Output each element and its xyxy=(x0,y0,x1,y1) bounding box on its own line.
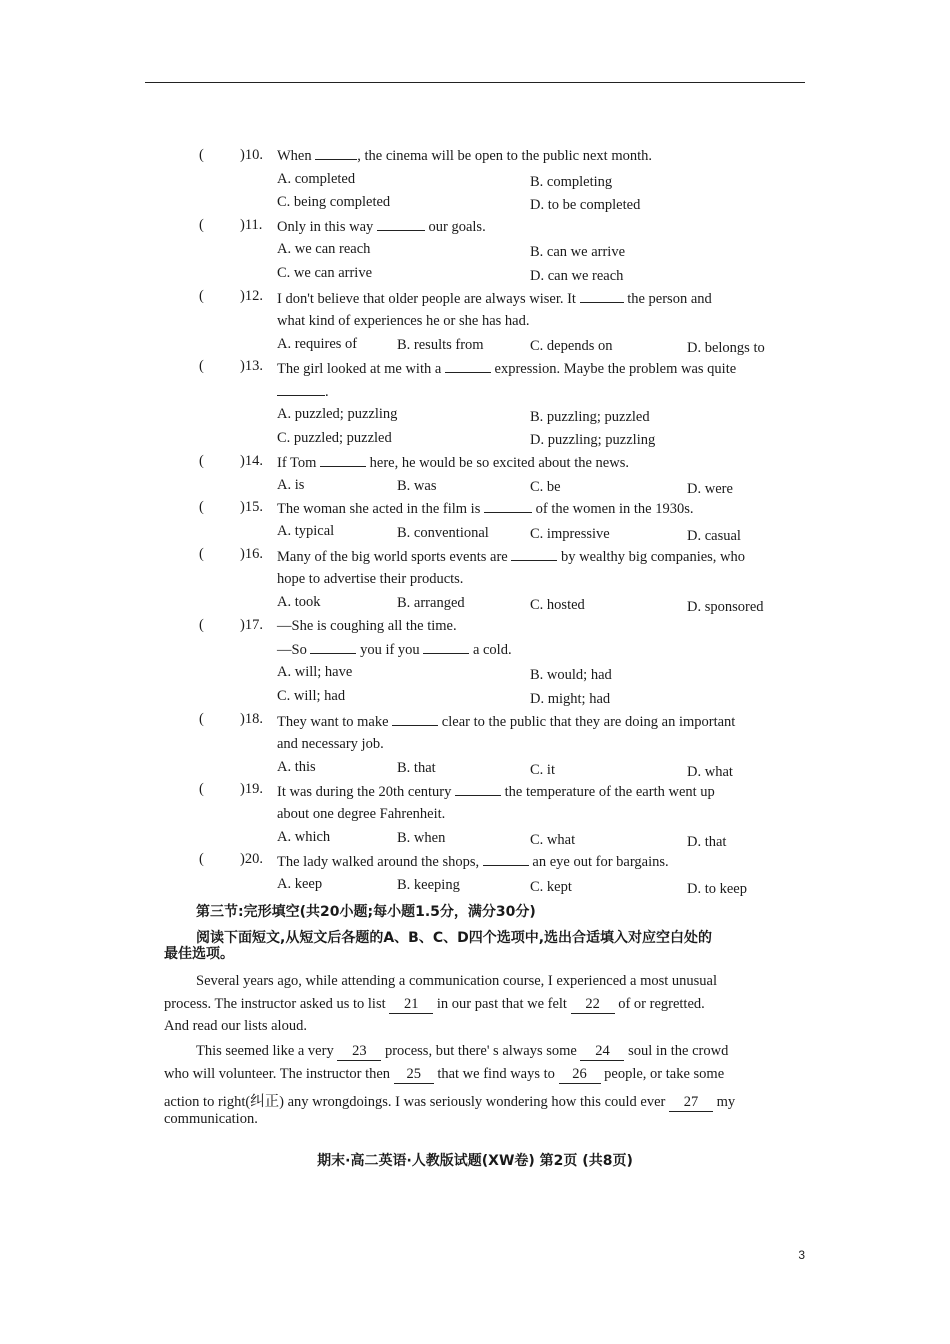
question-number: )14. xyxy=(240,453,263,469)
option-b: B. when xyxy=(397,830,446,846)
question-text-line2: hope to advertise their products. xyxy=(277,571,464,587)
blank-22[interactable]: 22 xyxy=(571,996,615,1014)
question-number: )15. xyxy=(240,499,263,515)
option-a: A. requires of xyxy=(277,336,358,352)
option-b: B. conventional xyxy=(397,525,489,541)
answer-paren[interactable]: ( xyxy=(199,781,204,797)
option-c: C. impressive xyxy=(530,526,610,542)
option-c: C. being completed xyxy=(277,194,391,210)
question-text: They want to make clear to the public that they are doing an important xyxy=(277,714,736,730)
answer-paren[interactable]: ( xyxy=(199,358,204,374)
blank-21[interactable]: 21 xyxy=(389,996,433,1014)
passage-line: process. The instructor asked us to list 21 in our past that we felt 22 of or regretted. xyxy=(164,996,705,1012)
question-number: )20. xyxy=(240,851,263,867)
question-text: It was during the 20th century the temperature of the earth went up xyxy=(277,784,715,800)
blank-24[interactable]: 24 xyxy=(580,1043,624,1061)
option-d: D. sponsored xyxy=(687,599,764,615)
question-text-line2: . xyxy=(277,383,329,401)
option-c: C. what xyxy=(530,832,576,848)
question-text: When , the cinema will be open to the public next month. xyxy=(277,148,653,164)
option-c: C. kept xyxy=(530,879,572,895)
blank-23[interactable]: 23 xyxy=(337,1043,381,1061)
answer-paren[interactable]: ( xyxy=(199,288,204,304)
passage-line: who will volunteer. The instructor then 25 that we find ways to 26 people, or take some xyxy=(164,1066,725,1082)
option-b: B. keeping xyxy=(397,877,460,893)
section-instruction-line2: 最佳选项。 xyxy=(164,946,234,962)
page-footer: 期末·高二英语·人教版试题(XW卷) 第2页 (共8页) xyxy=(317,1153,633,1169)
option-d: D. that xyxy=(687,834,727,850)
answer-paren[interactable]: ( xyxy=(199,147,204,163)
option-c: C. puzzled; puzzled xyxy=(277,430,392,446)
option-d: D. might; had xyxy=(530,691,611,707)
option-b: B. completing xyxy=(530,174,613,190)
question-text: —She is coughing all the time. xyxy=(277,618,457,634)
option-c: C. hosted xyxy=(530,597,585,613)
question-number: )12. xyxy=(240,288,263,304)
question-text: The girl looked at me with a expression. Maybe the problem was quite xyxy=(277,361,737,377)
section-instruction: 阅读下面短文,从短文后各题的A、B、C、D四个选项中,选出合适填入对应空白处的 xyxy=(196,930,713,946)
question-number: )19. xyxy=(240,781,263,797)
question-number: )11. xyxy=(240,217,263,233)
answer-paren[interactable]: ( xyxy=(199,711,204,727)
option-a: A. this xyxy=(277,759,316,775)
answer-paren[interactable]: ( xyxy=(199,499,204,515)
option-a: A. is xyxy=(277,477,305,493)
blank-26[interactable]: 26 xyxy=(559,1066,601,1084)
option-a: A. keep xyxy=(277,876,323,892)
answer-paren[interactable]: ( xyxy=(199,617,204,633)
question-text-line2: and necessary job. xyxy=(277,736,384,752)
question-text-line2: what kind of experiences he or she has had. xyxy=(277,313,530,329)
answer-paren[interactable]: ( xyxy=(199,217,204,233)
question-text-line2: —So you if you a cold. xyxy=(277,642,512,658)
option-b: B. arranged xyxy=(397,595,465,611)
page-number: 3 xyxy=(798,1248,805,1262)
option-c: C. depends on xyxy=(530,338,613,354)
blank-27[interactable]: 27 xyxy=(669,1094,713,1112)
question-text: If Tom here, he would be so excited about the news. xyxy=(277,455,629,471)
passage-line: communication. xyxy=(164,1111,258,1127)
answer-paren[interactable]: ( xyxy=(199,453,204,469)
option-a: A. which xyxy=(277,829,331,845)
section-heading: 第三节:完形填空(共20小题;每小题1.5分，满分30分) xyxy=(196,904,536,920)
option-a: A. will; have xyxy=(277,664,353,680)
option-c: C. it xyxy=(530,762,555,778)
question-text: The lady walked around the shops, an eye out for bargains. xyxy=(277,854,669,870)
question-number: )18. xyxy=(240,711,263,727)
question-number: )10. xyxy=(240,147,263,163)
question-text: I don't believe that older people are always wiser. It the person and xyxy=(277,291,712,307)
passage-line: This seemed like a very 23 process, but there' s always some 24 soul in the crowd xyxy=(196,1043,729,1059)
question-text: Only in this way our goals. xyxy=(277,219,486,235)
answer-paren[interactable]: ( xyxy=(199,546,204,562)
option-b: B. results from xyxy=(397,337,484,353)
option-a: A. we can reach xyxy=(277,241,371,257)
question-text-line2: about one degree Fahrenheit. xyxy=(277,806,446,822)
passage-line: And read our lists aloud. xyxy=(164,1018,307,1034)
question-number: )16. xyxy=(240,546,263,562)
option-a: A. typical xyxy=(277,523,335,539)
question-number: )13. xyxy=(240,358,263,374)
option-d: D. can we reach xyxy=(530,268,624,284)
option-a: A. puzzled; puzzling xyxy=(277,406,398,422)
option-d: D. puzzling; puzzling xyxy=(530,432,656,448)
option-c: C. be xyxy=(530,479,561,495)
option-d: D. were xyxy=(687,481,733,497)
option-b: B. can we arrive xyxy=(530,244,626,260)
option-c: C. will; had xyxy=(277,688,346,704)
question-number: )17. xyxy=(240,617,263,633)
question-text: Many of the big world sports events are by wealthy big companies, who xyxy=(277,549,746,565)
question-text: The woman she acted in the film is of the women in the 1930s. xyxy=(277,501,694,517)
option-d: D. casual xyxy=(687,528,741,544)
option-d: D. to keep xyxy=(687,881,747,897)
option-b: B. would; had xyxy=(530,667,612,683)
blank-25[interactable]: 25 xyxy=(394,1066,434,1084)
option-a: A. completed xyxy=(277,171,356,187)
option-b: B. puzzling; puzzled xyxy=(530,409,650,425)
header-rule xyxy=(145,82,805,83)
passage-line: Several years ago, while attending a communication course, I experienced a most unusual xyxy=(196,973,718,989)
option-d: D. belongs to xyxy=(687,340,765,356)
option-d: D. what xyxy=(687,764,733,780)
option-a: A. took xyxy=(277,594,321,610)
answer-paren[interactable]: ( xyxy=(199,851,204,867)
option-b: B. was xyxy=(397,478,437,494)
option-c: C. we can arrive xyxy=(277,265,373,281)
option-b: B. that xyxy=(397,760,436,776)
passage-line: action to right(纠正) any wrongdoings. I was seriously wondering how this could ever 27 my xyxy=(164,1094,736,1110)
option-d: D. to be completed xyxy=(530,197,641,213)
